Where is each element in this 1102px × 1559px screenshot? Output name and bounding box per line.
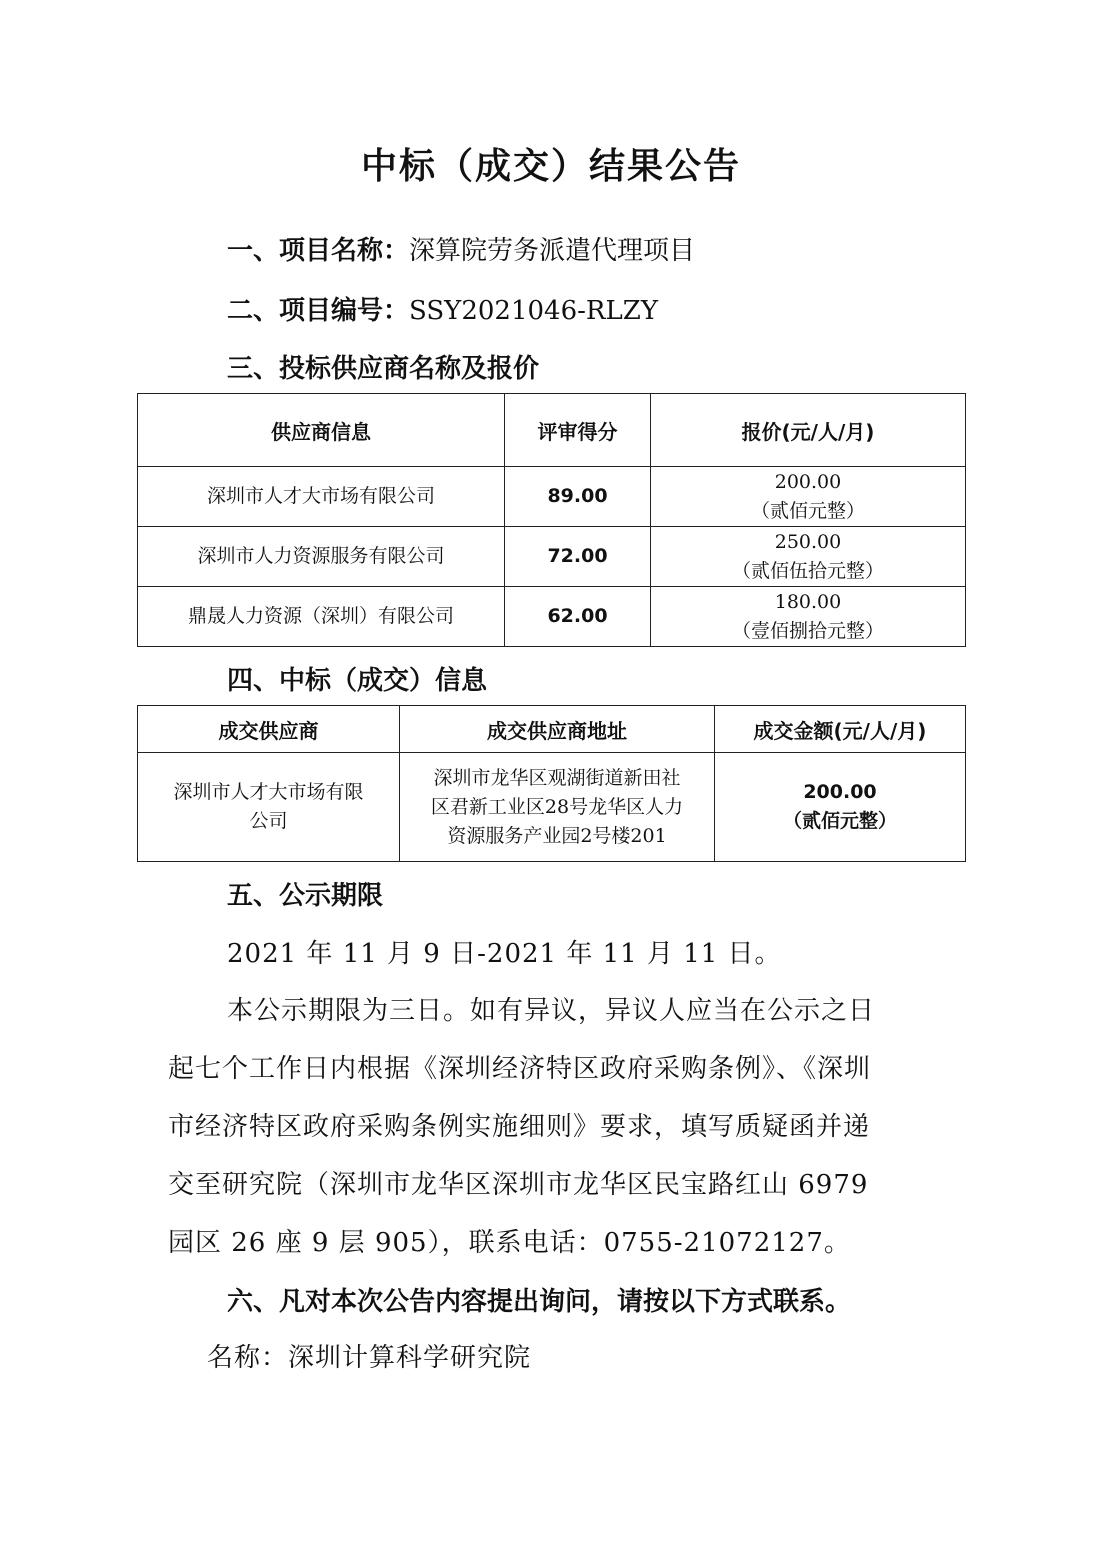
bid-price-words: （壹佰捌拾元整） — [731, 619, 884, 642]
award-heading — [227, 660, 487, 697]
award-address-cell — [400, 753, 715, 862]
award-header-amount: 成交金额(元/人/月) — [715, 706, 966, 753]
bid-score: 72.00 — [505, 527, 651, 587]
bid-score: 62.00 — [505, 587, 651, 647]
table-row — [138, 587, 966, 647]
bid-header-supplier: 供应商信息 — [138, 394, 505, 467]
project-name-value: 深算院劳务派遣代理项目 — [409, 236, 696, 266]
project-name-heading — [227, 230, 695, 267]
project-number-heading — [227, 290, 658, 327]
bid-table-header-row — [138, 394, 966, 467]
award-amount-cell — [715, 753, 966, 862]
notice-line: 园区 26 座 9 层 905），联系电话：0755-21072127。 — [168, 1228, 851, 1258]
award-header-supplier: 成交供应商 — [138, 706, 400, 753]
award-heading-label: 四、中标（成交）信息 — [227, 666, 488, 696]
project-name-label: 一、项目名称： — [227, 236, 410, 266]
bid-price: 250.00 — [774, 530, 842, 553]
notice-line: 起七个工作日内根据《深圳经济特区政府采购条例》、《深圳 — [168, 1054, 872, 1084]
project-number-label: 二、项目编号： — [227, 296, 410, 326]
bid-price-cell — [651, 467, 966, 527]
page-title: 中标（成交）结果公告 — [360, 146, 741, 187]
notice-line: 本公示期限为三日。如有异议，异议人应当在公示之日 — [227, 996, 876, 1026]
bid-price: 180.00 — [774, 590, 842, 613]
award-header-address: 成交供应商地址 — [400, 706, 715, 753]
table-row — [138, 753, 966, 862]
bid-header-score: 评审得分 — [505, 394, 651, 467]
inquiry-heading-label: 六、凡对本次公告内容提出询问，请按以下方式联系。 — [227, 1287, 852, 1317]
bid-supplier: 鼎晟人力资源（深圳）有限公司 — [138, 587, 505, 647]
notice-line: 市经济特区政府采购条例实施细则》要求，填写质疑函并递 — [168, 1112, 871, 1142]
publicity-period-label: 五、公示期限 — [227, 881, 384, 911]
table-row — [138, 467, 966, 527]
award-amount: 200.00 — [803, 781, 877, 803]
publicity-period-dates: 2021 年 11 月 9 日-2021 年 11 月 11 日。 — [227, 939, 782, 969]
bid-price-words: （贰佰元整） — [750, 499, 865, 522]
bid-score: 89.00 — [505, 467, 651, 527]
bid-supplier: 深圳市人力资源服务有限公司 — [138, 527, 505, 587]
contact-name: 名称：深圳计算科学研究院 — [207, 1343, 532, 1373]
award-supplier-line: 公司 — [249, 810, 288, 832]
publicity-period-heading — [227, 875, 383, 912]
award-table — [137, 705, 966, 862]
bidders-heading-label: 三、投标供应商名称及报价 — [227, 354, 540, 384]
bid-price-cell — [651, 527, 966, 587]
bid-supplier: 深圳市人才大市场有限公司 — [138, 467, 505, 527]
project-number-value: SSY2021046-RLZY — [409, 296, 658, 326]
bidders-heading — [227, 348, 539, 385]
bid-price: 200.00 — [774, 470, 842, 493]
bid-price-cell — [651, 587, 966, 647]
table-row — [138, 527, 966, 587]
award-address-line: 资源服务产业园2号楼201 — [447, 824, 667, 847]
bid-header-price: 报价(元/人/月) — [651, 394, 966, 467]
award-address-line: 深圳市龙华区观湖街道新田社 — [433, 766, 681, 789]
bid-price-words: （贰佰伍拾元整） — [731, 559, 884, 582]
inquiry-heading — [227, 1281, 851, 1318]
bid-table — [137, 393, 966, 647]
award-address-line: 区君新工业区28号龙华区人力 — [430, 795, 684, 818]
notice-line: 交至研究院（深圳市龙华区深圳市龙华区民宝路红山 6979 — [168, 1170, 869, 1200]
award-supplier-cell — [138, 753, 400, 862]
award-supplier-line: 深圳市人才大市场有限 — [173, 781, 364, 803]
award-table-header-row — [138, 706, 966, 753]
award-amount-words: （贰佰元整） — [782, 810, 897, 832]
